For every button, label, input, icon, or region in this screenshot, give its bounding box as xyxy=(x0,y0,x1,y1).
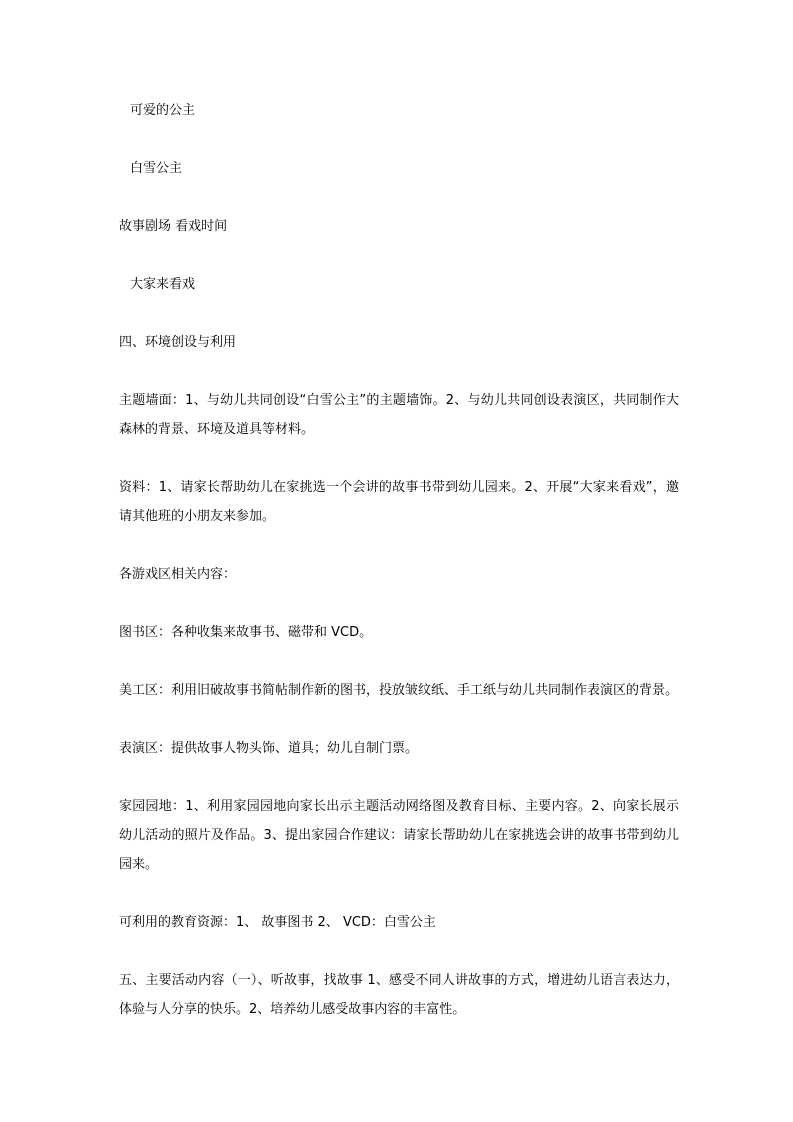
paragraph-performance-area: 表演区：提供故事人物头饰、道具；幼儿自制门票。 xyxy=(119,741,419,756)
paragraph-story-theater: 故事剧场 看戏时间 xyxy=(119,219,228,234)
paragraph-come-watch-play: 大家来看戏 xyxy=(130,277,196,292)
section-heading-main-activities: 五、主要活动内容（一）、听故事，找故事 1、感受不同人讲故事的方式，增进幼儿语言表达力，体验与人分享的快乐。2、培养幼儿感受故事内容的丰富性。 xyxy=(119,973,679,1017)
paragraph-resources: 可利用的教育资源：1、 故事图书 2、 VCD：白雪公主 xyxy=(119,915,436,930)
paragraph-play-areas-heading: 各游戏区相关内容： xyxy=(119,567,237,582)
paragraph-book-area: 图书区：各种收集来故事书、磁带和 VCD。 xyxy=(119,625,373,640)
section-heading-environment: 四、环境创设与利用 xyxy=(119,335,237,350)
paragraph-art-area: 美工区：利用旧破故事书简帖制作新的图书，投放皱纹纸、手工纸与幼儿共同制作表演区的背景。 xyxy=(119,683,679,698)
paragraph-cute-princess: 可爱的公主 xyxy=(130,103,196,118)
paragraph-home-school: 家园园地：1、利用家园园地向家长出示主题活动网络图及教育目标、主要内容。2、向家长展示幼儿活动的照片及作品。3、提出家园合作建议：请家长帮助幼儿在家挑选会讲的故事书带到幼儿园来。 xyxy=(119,799,679,872)
paragraph-materials: 资料：1、请家长帮助幼儿在家挑选一个会讲的故事书带到幼儿园来。2、开展“大家来看戏”，邀请其他班的小朋友来参加。 xyxy=(119,480,679,524)
paragraph-theme-wall: 主题墙面：1、与幼儿共同创设“白雪公主”的主题墙饰。2、与幼儿共同创设表演区，共同制作大森林的背景、环境及道具等材料。 xyxy=(119,393,679,437)
paragraph-snow-white: 白雪公主 xyxy=(130,161,183,176)
